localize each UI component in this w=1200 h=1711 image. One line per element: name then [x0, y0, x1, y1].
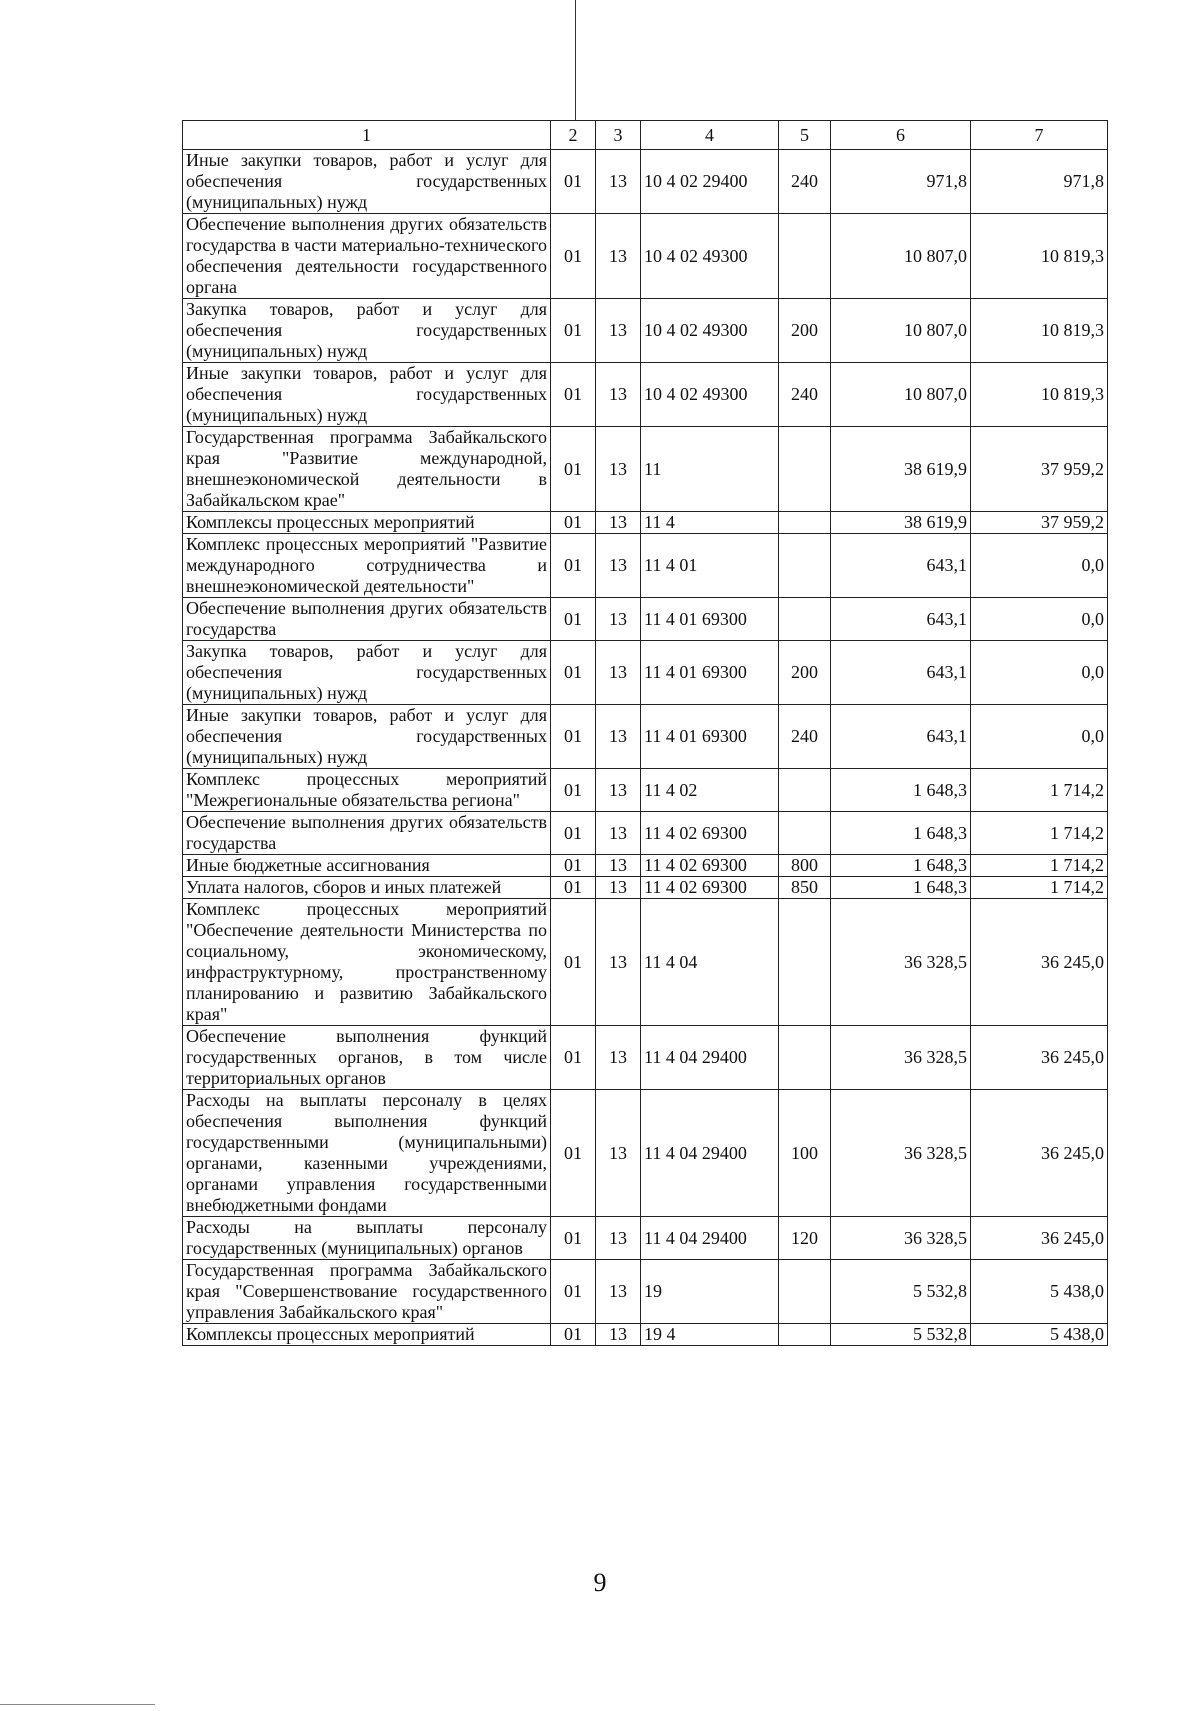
amount-year-1-cell: 5 532,8 — [831, 1324, 971, 1346]
amount-year-1-cell: 36 328,5 — [831, 899, 971, 1026]
target-article-cell: 11 4 02 69300 — [641, 812, 779, 855]
expense-type-cell — [779, 812, 831, 855]
budget-table — [182, 120, 1108, 1346]
expense-type-cell — [779, 598, 831, 641]
amount-year-1-cell: 1 648,3 — [831, 769, 971, 812]
subsection-cell: 13 — [596, 1324, 641, 1346]
header-col-7: 7 — [971, 121, 1108, 150]
row-name-cell: Расходы на выплаты персоналу государственных (муниципальных) органов — [183, 1217, 551, 1260]
table-row — [183, 855, 1108, 877]
row-name-cell: Обеспечение выполнения функций государственных органов, в том числе территориальных органов — [183, 1026, 551, 1090]
amount-year-1-cell: 971,8 — [831, 150, 971, 214]
section-cell: 01 — [551, 1026, 596, 1090]
expense-type-cell — [779, 769, 831, 812]
row-name-cell: Комплексы процессных мероприятий — [183, 512, 551, 534]
subsection-cell: 13 — [596, 769, 641, 812]
expense-type-cell: 240 — [779, 150, 831, 214]
section-cell: 01 — [551, 769, 596, 812]
subsection-cell: 13 — [596, 534, 641, 598]
row-name-cell: Расходы на выплаты персоналу в целях обеспечения выполнения функций государственными (муниципальными) органами, казенными учреждениями, органами управления государственными внебюджетными фондами — [183, 1090, 551, 1217]
table-row — [183, 150, 1108, 214]
subsection-cell: 13 — [596, 641, 641, 705]
subsection-cell: 13 — [596, 899, 641, 1026]
subsection-cell: 13 — [596, 512, 641, 534]
expense-type-cell — [779, 1260, 831, 1324]
subsection-cell: 13 — [596, 855, 641, 877]
amount-year-1-cell: 36 328,5 — [831, 1026, 971, 1090]
table-row — [183, 214, 1108, 299]
target-article-cell: 19 4 — [641, 1324, 779, 1346]
amount-year-2-cell: 0,0 — [971, 534, 1108, 598]
amount-year-1-cell: 643,1 — [831, 598, 971, 641]
target-article-cell: 11 4 — [641, 512, 779, 534]
section-cell: 01 — [551, 1260, 596, 1324]
amount-year-2-cell: 5 438,0 — [971, 1260, 1108, 1324]
header-col-4: 4 — [641, 121, 779, 150]
amount-year-2-cell: 37 959,2 — [971, 427, 1108, 512]
section-cell: 01 — [551, 214, 596, 299]
row-name-cell: Иные бюджетные ассигнования — [183, 855, 551, 877]
table-row — [183, 899, 1108, 1026]
row-name-cell: Уплата налогов, сборов и иных платежей — [183, 877, 551, 899]
amount-year-1-cell: 10 807,0 — [831, 363, 971, 427]
amount-year-2-cell: 10 819,3 — [971, 214, 1108, 299]
header-col-3: 3 — [596, 121, 641, 150]
expense-type-cell: 120 — [779, 1217, 831, 1260]
target-article-cell: 10 4 02 49300 — [641, 299, 779, 363]
row-name-cell: Государственная программа Забайкальского края "Совершенствование государственного управления Забайкальского края" — [183, 1260, 551, 1324]
table-row — [183, 877, 1108, 899]
target-article-cell: 11 4 04 29400 — [641, 1026, 779, 1090]
expense-type-cell — [779, 534, 831, 598]
section-cell: 01 — [551, 855, 596, 877]
amount-year-1-cell: 38 619,9 — [831, 512, 971, 534]
table-row — [183, 363, 1108, 427]
section-cell: 01 — [551, 812, 596, 855]
amount-year-2-cell: 37 959,2 — [971, 512, 1108, 534]
amount-year-1-cell: 10 807,0 — [831, 214, 971, 299]
amount-year-2-cell: 0,0 — [971, 598, 1108, 641]
row-name-cell: Иные закупки товаров, работ и услуг для обеспечения государственных (муниципальных) нужд — [183, 705, 551, 769]
row-name-cell: Комплекс процессных мероприятий "Межрегиональные обязательства региона" — [183, 769, 551, 812]
row-name-cell: Обеспечение выполнения других обязательств государства — [183, 812, 551, 855]
row-name-cell: Обеспечение выполнения других обязательств государства в части материально-технического обеспечения деятельности государственного органа — [183, 214, 551, 299]
row-name-cell: Иные закупки товаров, работ и услуг для обеспечения государственных (муниципальных) нужд — [183, 150, 551, 214]
table-row — [183, 1026, 1108, 1090]
target-article-cell: 19 — [641, 1260, 779, 1324]
page-number: 9 — [593, 1568, 607, 1597]
section-cell: 01 — [551, 299, 596, 363]
row-name-cell: Иные закупки товаров, работ и услуг для обеспечения государственных (муниципальных) нужд — [183, 363, 551, 427]
expense-type-cell — [779, 1026, 831, 1090]
subsection-cell: 13 — [596, 877, 641, 899]
expense-type-cell: 240 — [779, 363, 831, 427]
amount-year-1-cell: 38 619,9 — [831, 427, 971, 512]
section-cell: 01 — [551, 512, 596, 534]
expense-type-cell — [779, 427, 831, 512]
expense-type-cell: 850 — [779, 877, 831, 899]
subsection-cell: 13 — [596, 1260, 641, 1324]
table-row — [183, 299, 1108, 363]
subsection-cell: 13 — [596, 150, 641, 214]
expense-type-cell — [779, 1324, 831, 1346]
margin-vertical-line — [575, 0, 576, 120]
header-row — [183, 121, 1108, 150]
target-article-cell: 11 4 01 69300 — [641, 705, 779, 769]
subsection-cell: 13 — [596, 705, 641, 769]
table-row — [183, 1324, 1108, 1346]
section-cell: 01 — [551, 899, 596, 1026]
amount-year-2-cell: 10 819,3 — [971, 299, 1108, 363]
subsection-cell: 13 — [596, 1090, 641, 1217]
target-article-cell: 11 4 04 — [641, 899, 779, 1026]
target-article-cell: 11 4 02 — [641, 769, 779, 812]
table-row — [183, 534, 1108, 598]
target-article-cell: 11 — [641, 427, 779, 512]
subsection-cell: 13 — [596, 363, 641, 427]
expense-type-cell — [779, 214, 831, 299]
amount-year-1-cell: 10 807,0 — [831, 299, 971, 363]
table-row — [183, 598, 1108, 641]
row-name-cell: Комплекс процессных мероприятий "Обеспечение деятельности Министерства по социальному, экономическому, инфраструктурному, пространственному планированию и развитию Забайкальского края" — [183, 899, 551, 1026]
row-name-cell: Государственная программа Забайкальского края "Развитие международной, внешнеэкономической деятельности в Забайкальском крае" — [183, 427, 551, 512]
target-article-cell: 11 4 01 69300 — [641, 598, 779, 641]
section-cell: 01 — [551, 363, 596, 427]
subsection-cell: 13 — [596, 299, 641, 363]
amount-year-2-cell: 0,0 — [971, 641, 1108, 705]
section-cell: 01 — [551, 1217, 596, 1260]
amount-year-2-cell: 10 819,3 — [971, 363, 1108, 427]
row-name-cell: Обеспечение выполнения других обязательств государства — [183, 598, 551, 641]
section-cell: 01 — [551, 877, 596, 899]
amount-year-2-cell: 1 714,2 — [971, 812, 1108, 855]
row-name-cell: Закупка товаров, работ и услуг для обеспечения государственных (муниципальных) нужд — [183, 641, 551, 705]
expense-type-cell — [779, 512, 831, 534]
amount-year-2-cell: 971,8 — [971, 150, 1108, 214]
table-row — [183, 705, 1108, 769]
section-cell: 01 — [551, 1324, 596, 1346]
amount-year-1-cell: 1 648,3 — [831, 812, 971, 855]
table-row — [183, 1260, 1108, 1324]
expense-type-cell: 200 — [779, 641, 831, 705]
amount-year-1-cell: 36 328,5 — [831, 1217, 971, 1260]
subsection-cell: 13 — [596, 214, 641, 299]
table-row — [183, 1217, 1108, 1260]
amount-year-2-cell: 36 245,0 — [971, 1026, 1108, 1090]
amount-year-1-cell: 1 648,3 — [831, 855, 971, 877]
amount-year-1-cell: 643,1 — [831, 641, 971, 705]
amount-year-2-cell: 5 438,0 — [971, 1324, 1108, 1346]
header-col-1: 1 — [183, 121, 551, 150]
table-row — [183, 1090, 1108, 1217]
subsection-cell: 13 — [596, 1026, 641, 1090]
amount-year-1-cell: 643,1 — [831, 705, 971, 769]
row-name-cell: Комплекс процессных мероприятий "Развитие международного сотрудничества и внешнеэкономической деятельности" — [183, 534, 551, 598]
section-cell: 01 — [551, 534, 596, 598]
section-cell: 01 — [551, 1090, 596, 1217]
header-col-6: 6 — [831, 121, 971, 150]
amount-year-1-cell: 1 648,3 — [831, 877, 971, 899]
target-article-cell: 11 4 01 69300 — [641, 641, 779, 705]
target-article-cell: 10 4 02 29400 — [641, 150, 779, 214]
header-col-2: 2 — [551, 121, 596, 150]
amount-year-2-cell: 36 245,0 — [971, 899, 1108, 1026]
target-article-cell: 11 4 04 29400 — [641, 1217, 779, 1260]
header-col-5: 5 — [779, 121, 831, 150]
expense-type-cell: 200 — [779, 299, 831, 363]
target-article-cell: 11 4 01 — [641, 534, 779, 598]
row-name-cell: Закупка товаров, работ и услуг для обеспечения государственных (муниципальных) нужд — [183, 299, 551, 363]
table-row — [183, 769, 1108, 812]
section-cell: 01 — [551, 705, 596, 769]
table-row — [183, 512, 1108, 534]
table-row — [183, 812, 1108, 855]
section-cell: 01 — [551, 427, 596, 512]
subsection-cell: 13 — [596, 598, 641, 641]
amount-year-1-cell: 36 328,5 — [831, 1090, 971, 1217]
amount-year-2-cell: 1 714,2 — [971, 769, 1108, 812]
subsection-cell: 13 — [596, 427, 641, 512]
expense-type-cell: 240 — [779, 705, 831, 769]
row-name-cell: Комплексы процессных мероприятий — [183, 1324, 551, 1346]
amount-year-1-cell: 5 532,8 — [831, 1260, 971, 1324]
section-cell: 01 — [551, 598, 596, 641]
target-article-cell: 10 4 02 49300 — [641, 363, 779, 427]
target-article-cell: 10 4 02 49300 — [641, 214, 779, 299]
expense-type-cell: 800 — [779, 855, 831, 877]
amount-year-2-cell: 36 245,0 — [971, 1090, 1108, 1217]
subsection-cell: 13 — [596, 812, 641, 855]
target-article-cell: 11 4 02 69300 — [641, 877, 779, 899]
table-row — [183, 427, 1108, 512]
subsection-cell: 13 — [596, 1217, 641, 1260]
amount-year-1-cell: 643,1 — [831, 534, 971, 598]
amount-year-2-cell: 1 714,2 — [971, 855, 1108, 877]
expense-type-cell — [779, 899, 831, 1026]
section-cell: 01 — [551, 150, 596, 214]
table-row — [183, 641, 1108, 705]
expense-type-cell: 100 — [779, 1090, 831, 1217]
amount-year-2-cell: 1 714,2 — [971, 877, 1108, 899]
section-cell: 01 — [551, 641, 596, 705]
bottom-edge-line — [0, 1704, 155, 1705]
target-article-cell: 11 4 02 69300 — [641, 855, 779, 877]
target-article-cell: 11 4 04 29400 — [641, 1090, 779, 1217]
amount-year-2-cell: 36 245,0 — [971, 1217, 1108, 1260]
amount-year-2-cell: 0,0 — [971, 705, 1108, 769]
